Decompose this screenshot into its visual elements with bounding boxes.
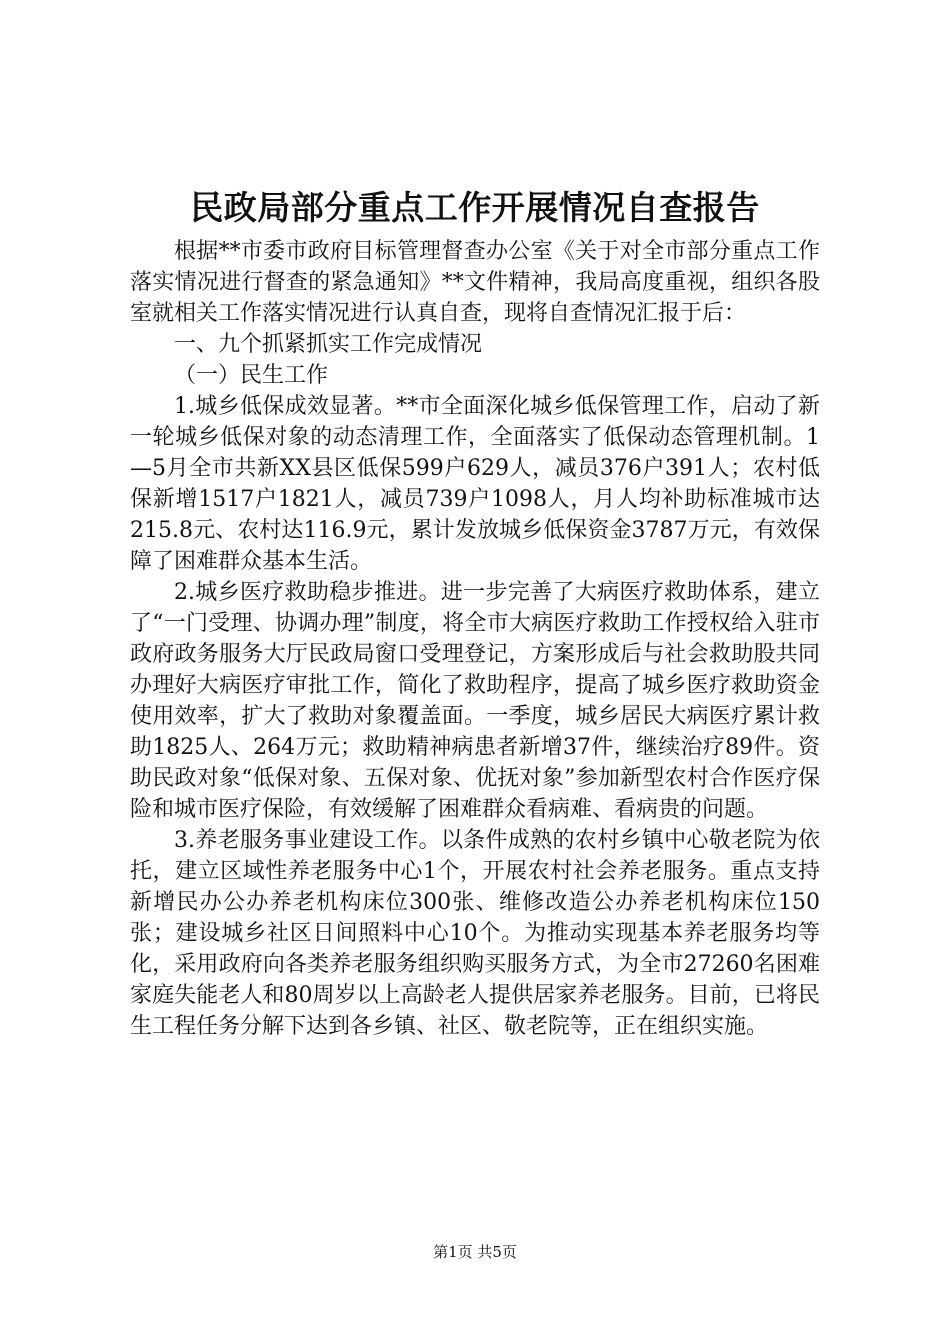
intro-paragraph: 根据**市委市政府目标管理督查办公室《关于对全市部分重点工作落实情况进行督查的紧急通知》**文件精神，我局高度重视，组织各股室就相关工作落实情况进行认真自查，现将自查情况汇报于后： bbox=[130, 239, 820, 326]
document-body bbox=[130, 236, 820, 1042]
subsection-heading: （一）民生工作 bbox=[174, 363, 329, 388]
document-title: 民政局部分重点工作开展情况自查报告 bbox=[190, 188, 760, 227]
page-footer: 第1页 共5页 bbox=[433, 1243, 517, 1261]
item-paragraph-1: 1.城乡低保成效显著。**市全面深化城乡低保管理工作，启动了新一轮城乡低保对象的动态清理工作，全面落实了低保动态管理机制。1—5月全市共新XX县区低保599户629人，减员376户391人；农村低保新增1517户1821人，减员739户1098人，月人均补助标准城市达215.8元、农村达116.9元，累计发放城乡低保资金3787万元，有效保障了困难群众基本生活。 bbox=[130, 394, 820, 574]
item-paragraph-3: 3.养老服务事业建设工作。以条件成熟的农村乡镇中心敬老院为依托，建立区域性养老服务中心1个，开展农村社会养老服务。重点支持新增民办公办养老机构床位300张、维修改造公办养老机构床位150张；建设城乡社区日间照料中心10个。为推动实现基本养老服务均等化，采用政府向各类养老服务组织购买服务方式，为全市27260名困难家庭失能老人和80周岁以上高龄老人提供居家养老服务。目前，已将民生工程任务分解下达到各乡镇、社区、敬老院等，正在组织实施。 bbox=[130, 828, 820, 1039]
section-heading: 一、九个抓紧抓实工作完成情况 bbox=[174, 332, 483, 357]
item-paragraph-2: 2.城乡医疗救助稳步推进。进一步完善了大病医疗救助体系，建立了“一门受理、协调办理”制度，将全市大病医疗救助工作授权给入驻市政府政务服务大厅民政局窗口受理登记，方案形成后与社会救助股共同办理好大病医疗审批工作，简化了救助程序，提高了城乡医疗救助资金使用效率，扩大了救助对象覆盖面。一季度，城乡居民大病医疗累计救助1825人、264万元；救助精神病患者新增37件，继续治疗89件。资助民政对象“低保对象、五保对象、优抚对象”参加新型农村合作医疗保险和城市医疗保险，有效缓解了困难群众看病难、看病贵的问题。 bbox=[130, 580, 820, 822]
